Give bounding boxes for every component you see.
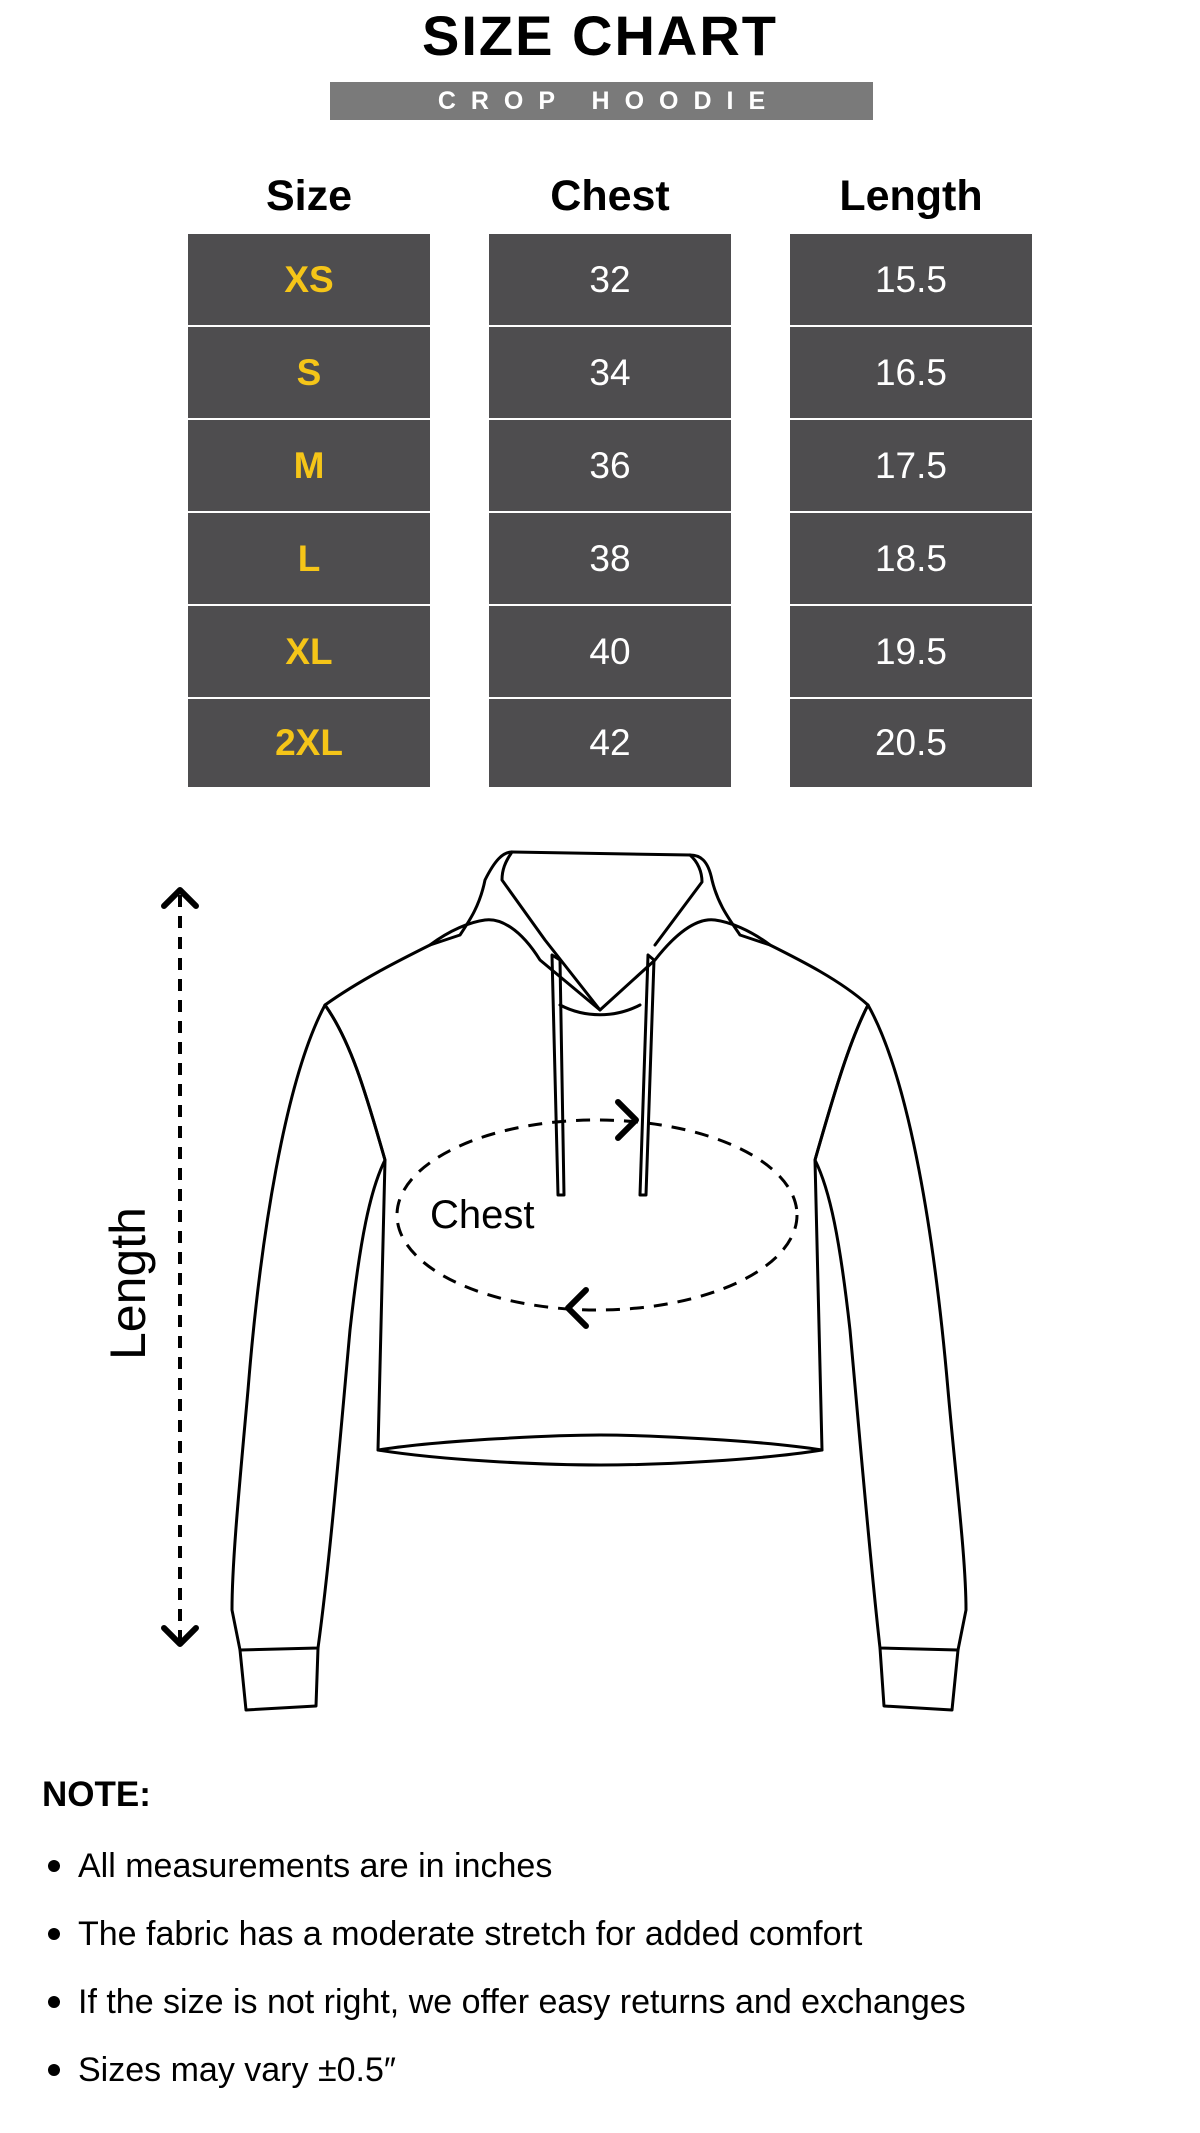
- note-text: The fabric has a moderate stretch for added comfort: [78, 1915, 863, 1953]
- bullet-icon: [48, 1928, 60, 1940]
- length-cell-m: 17.5: [790, 420, 1032, 511]
- note-text: If the size is not right, we offer easy returns and exchanges: [78, 1983, 966, 2021]
- bullet-icon: [48, 2064, 60, 2076]
- left-cuff: [240, 1648, 318, 1710]
- size-column: [188, 234, 430, 787]
- length-cell-2xl: 20.5: [790, 699, 1032, 787]
- chest-cell-l: 38: [489, 513, 731, 604]
- size-cell-m: M: [188, 420, 430, 511]
- bullet-icon: [48, 1996, 60, 2008]
- note-item: [42, 2036, 966, 2104]
- length-column: [790, 234, 1032, 787]
- right-sleeve: [815, 1005, 966, 1650]
- length-cell-s: 16.5: [790, 327, 1032, 418]
- chest-cell-xs: 32: [489, 234, 731, 325]
- chest-cell-2xl: 42: [489, 699, 731, 787]
- chest-cell-xl: 40: [489, 606, 731, 697]
- length-label: Length: [100, 1207, 156, 1360]
- note-item: [42, 1832, 966, 1900]
- left-drawstring: [552, 955, 564, 1195]
- hoodie-body: [325, 852, 868, 1450]
- hoodie-hem: [378, 1450, 822, 1465]
- note-item: [42, 1900, 966, 1968]
- chest-arrow-left-icon: [568, 1290, 586, 1326]
- notes-list: [42, 1832, 966, 2104]
- size-cell-2xl: 2XL: [188, 699, 430, 787]
- hoodie-diagram: [0, 830, 1200, 1730]
- chest-column: [489, 234, 731, 787]
- size-cell-s: S: [188, 327, 430, 418]
- page-subtitle: CROP HOODIE: [437, 87, 781, 115]
- chest-label: Chest: [430, 1193, 535, 1237]
- column-header-chest: Chest: [550, 172, 670, 220]
- column-header-length: Length: [839, 172, 983, 220]
- chest-cell-m: 36: [489, 420, 731, 511]
- right-cuff: [880, 1648, 958, 1710]
- length-cell-xl: 19.5: [790, 606, 1032, 697]
- note-item: [42, 1968, 966, 2036]
- column-header-size: Size: [265, 172, 353, 220]
- subtitle-bar: [330, 82, 873, 120]
- chest-cell-s: 34: [489, 327, 731, 418]
- note-title: NOTE:: [42, 1775, 151, 1814]
- hood-outline: [430, 920, 770, 1010]
- size-cell-xs: XS: [188, 234, 430, 325]
- left-sleeve: [232, 1005, 385, 1650]
- right-drawstring: [640, 955, 654, 1195]
- hood-collar-right: [655, 855, 702, 945]
- note-text: All measurements are in inches: [78, 1847, 553, 1885]
- length-cell-xs: 15.5: [790, 234, 1032, 325]
- length-cell-l: 18.5: [790, 513, 1032, 604]
- note-text: Sizes may vary ±0.5″: [78, 2051, 396, 2089]
- size-cell-xl: XL: [188, 606, 430, 697]
- page-title: SIZE CHART: [422, 4, 778, 67]
- size-cell-l: L: [188, 513, 430, 604]
- bullet-icon: [48, 1860, 60, 1872]
